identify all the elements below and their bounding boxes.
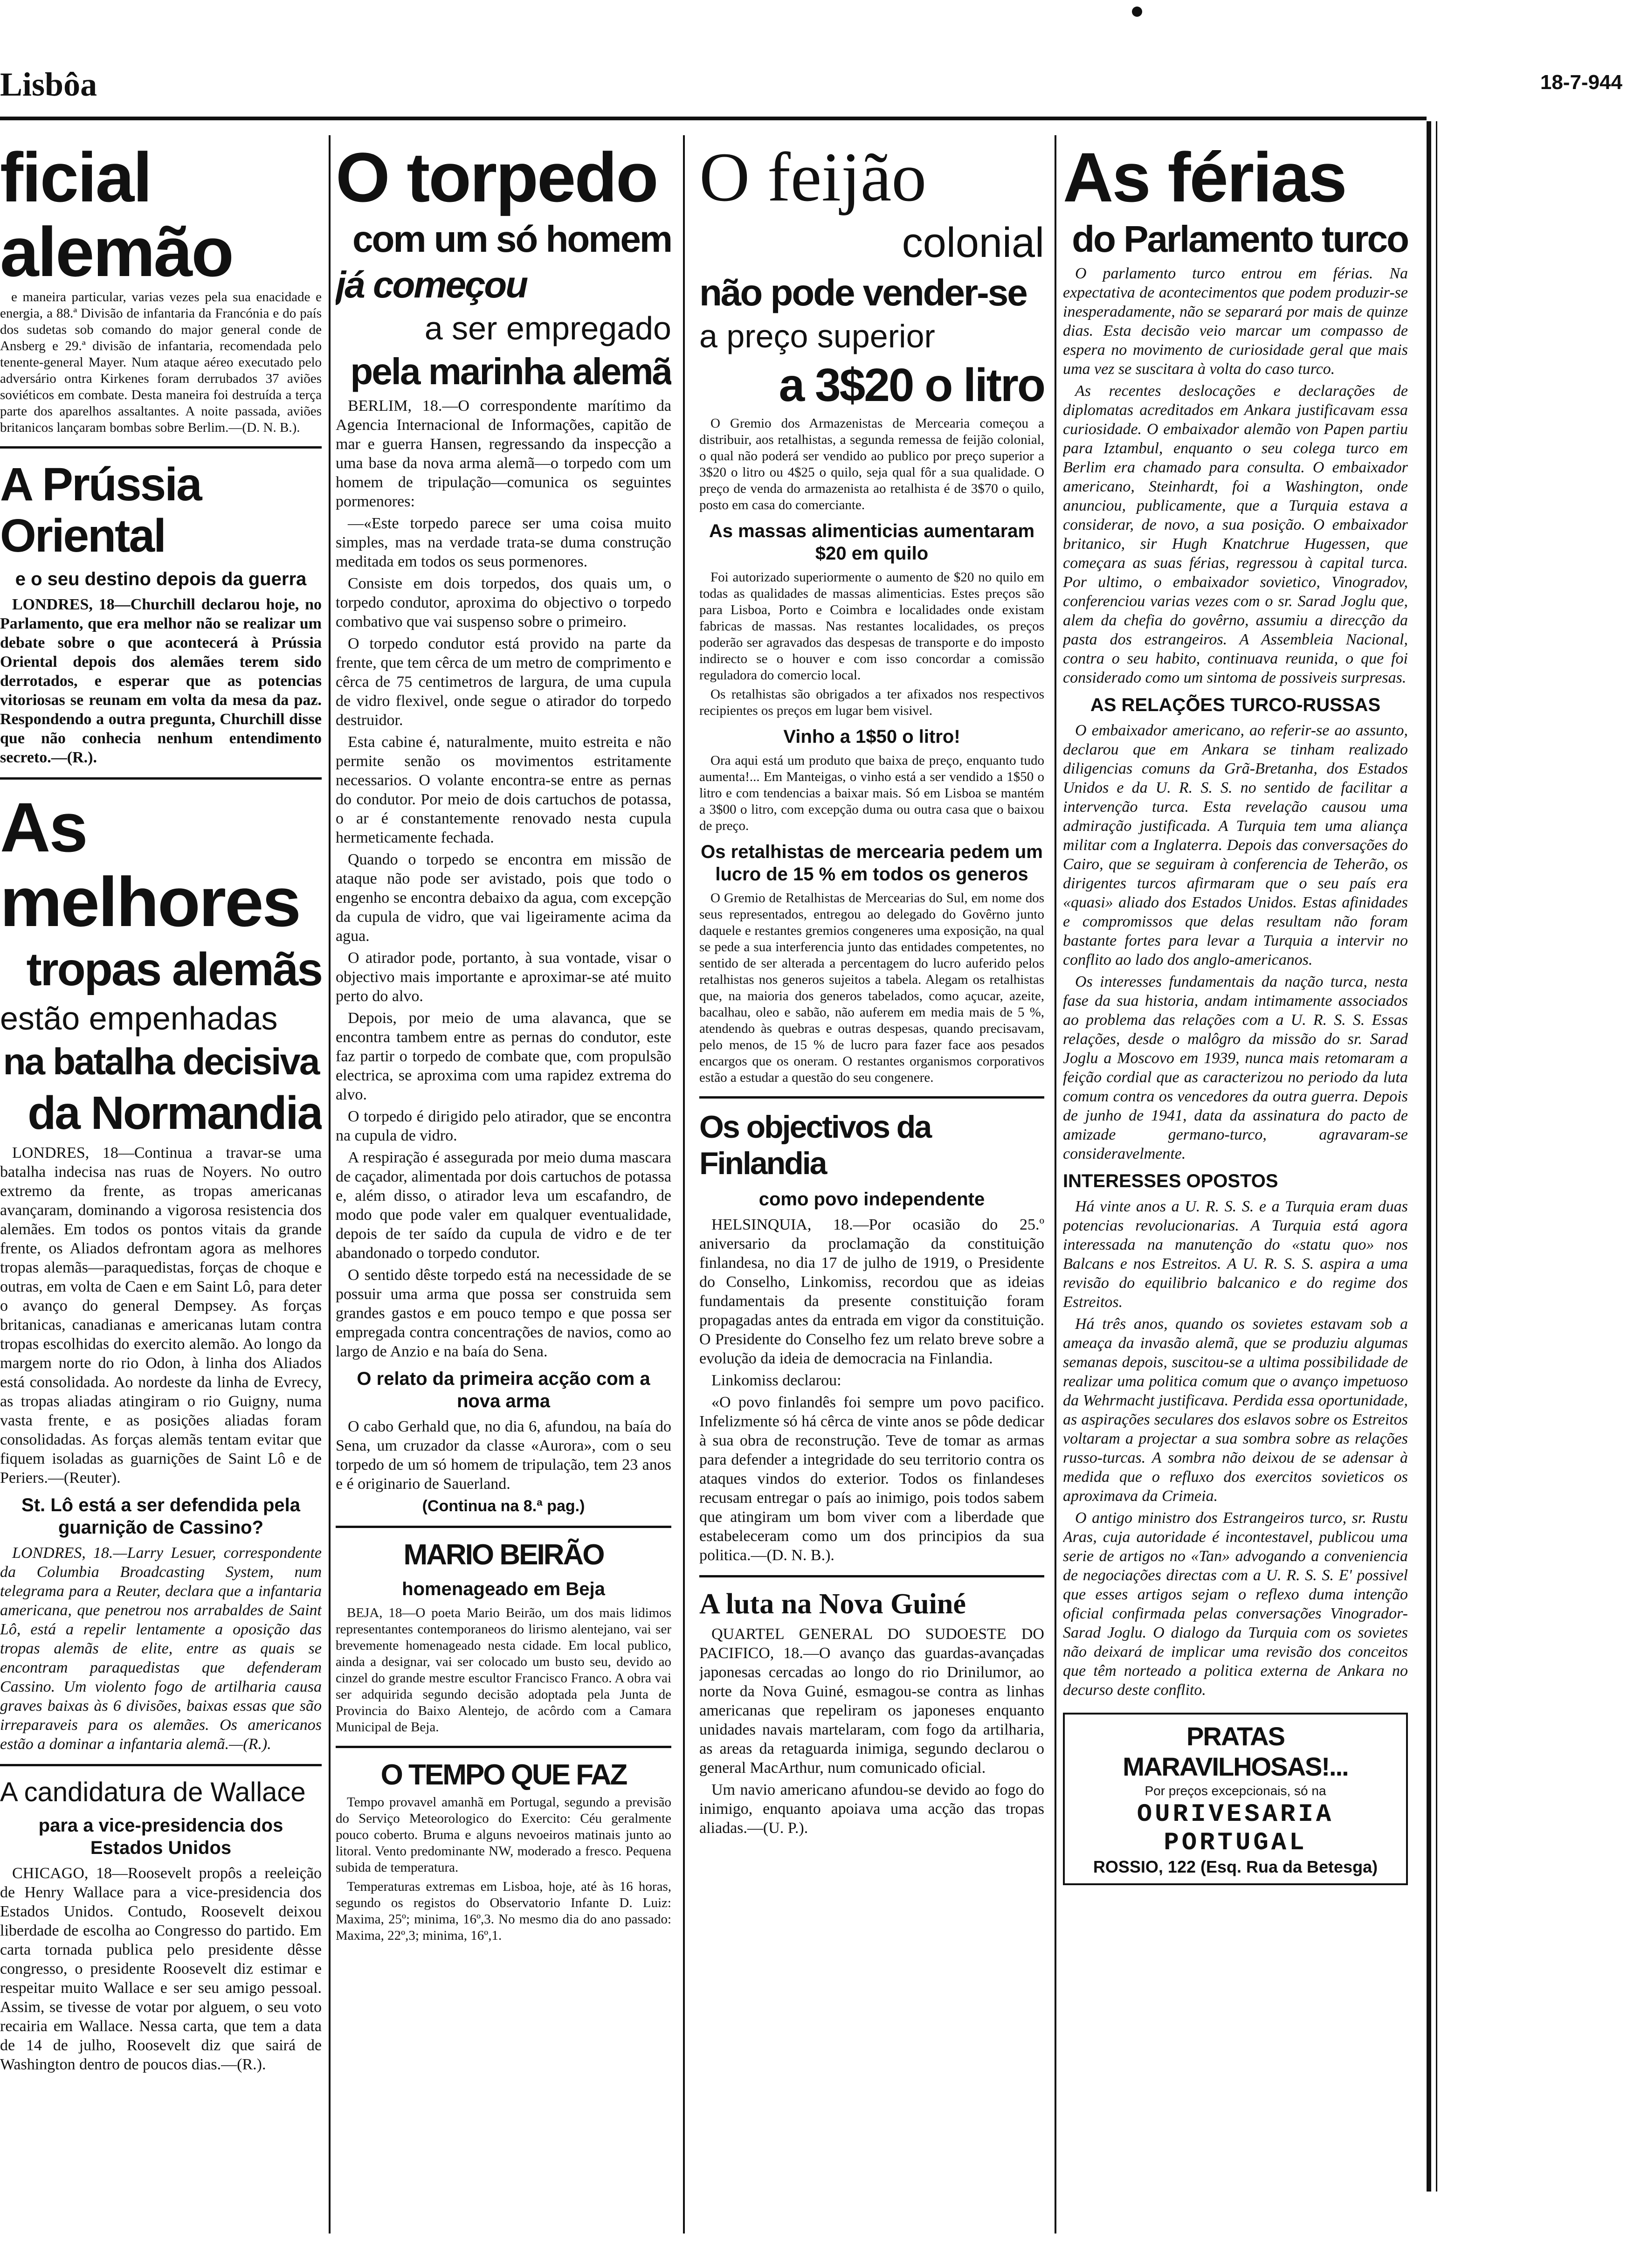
headline-objectivos-finlandia: Os objectivos da Finlandia — [699, 1109, 931, 1181]
weather-text: Temperaturas extremas em Lisboa, hoje, até às 16 horas, segundo os registos do Observatorio Infante D. Luiz: Maxima, 25º; minima, 16º,3. No mesmo dia do ano passado: Maxima, 22º,3; minima, 16º,1. — [336, 1879, 671, 1943]
article-text: O parlamento turco entrou em férias. Na expectativa de acontecimentos que podem produzir-se inesperadamente, não se separará por mais de quinze dias. Esta decisão veio marcar um compasso de espera no movimento de curiosidade geral que mais uma vez se suscitara à volta do caso turco. — [1063, 265, 1408, 378]
subheadline: para a vice-presidencia dos Estados Unidos — [38, 1815, 283, 1858]
headline-mario-beirao: MARIO BEIRÃO — [403, 1539, 604, 1571]
column-divider — [329, 135, 331, 2233]
top-rule — [0, 117, 1427, 120]
column-3 — [699, 140, 1044, 2229]
column-divider — [1055, 135, 1056, 2233]
headline-tropas-alemas: tropas alemãs — [26, 943, 322, 996]
headline-as-ferias: As férias — [1063, 140, 1346, 216]
article-text: Há vinte anos a U. R. S. S. e a Turquia eram duas potencias revolucionarias. A Turquia está agora interessada na manutenção do «statu quo» nos Balcans e nos Estreitos. A U. R. S. S. aspira a uma revisão do equilibrio balcanico e do regime dos Estreitos. — [1063, 1198, 1408, 1311]
headline-ja-comecou: já começou — [336, 264, 527, 305]
article-text: Um navio americano afundou-se devido ao fogo do inimigo, enquanto apoiava uma acção das tropas aliadas.—(U. P.). — [699, 1781, 1044, 1837]
article-text: Ora aqui está um produto que baixa de preço, enquanto tudo aumenta!... Em Manteigas, o vinho está a ser vendido a 1$50 o litro e com tendencias a baixar mais. Só em Lisboa se mantém a 3$00 o litro, com excepção duma ou outra casa que o baixou de preço. — [699, 753, 1044, 833]
article-text: HELSINQUIA, 18.—Por ocasião do 25.º aniversario da proclamação da constituição finlandesa, no dia 17 de julho de 1919, o Presidente do Conselho, Linkomiss, recordou que as ideias fundamentais da presente constituição foram propagadas antes da entrada em vigor da constituição. O Presidente do Conselho fez um relato breve sobre a evolução da ideia de democracia na Finlandia. — [699, 1216, 1044, 1367]
article-text: QUARTEL GENERAL DO SUDOESTE DO PACIFICO, 18.—O avanço das guardas-avançadas japonesas cercadas ao longo do rio Drinilumor, ao norte da Nova Guiné, esmagou-se contra as linhas americanas que repeliram os japoneses enquanto unidades navais martelaram, com fogo da artilharia, as areas da retaguarda inimiga, segundo declarou o general MacArthur, num comunicado oficial. — [699, 1625, 1044, 1777]
subheadline: O relato da primeira acção com a nova arma — [357, 1369, 650, 1411]
headline-oficial-alemao: ficial alemão — [0, 140, 233, 291]
divider — [336, 1526, 671, 1528]
article-text: Foi autorizado superiormente o aumento de $20 no quilo em todas as qualidades de massas alimenticias. Estes preços são para Lisboa, Porto e Coimbra e localidades onde existam fabricas de massas. Nas restantes localidades, os preços poderão ser agravados das despesas de transporte e do imposto indirecto se o houver e com isso concordar a comissão reguladora do comercio local. — [699, 570, 1044, 683]
subheadline: St. Lô está a ser defendida pela guarnição de Cassino? — [21, 1495, 300, 1538]
headline-com-um-so-homem: com um só homem — [352, 218, 671, 260]
article-text: As recentes deslocações e declarações de diplomatas acreditados em Ankara justificavam essa curiosidade. O embaixador alemão von Papen partiu para Iztambul, enquanto o seu colega turco em Berlim era chamado para consulta. O embaixador americano, Steinhardt, foi a Washington, onde anunciou, publicamente, que a Turquia estava a considerar, de novo, a sua posição. O embaixador britanico, sir Hugh Knatchrue Hugessen, que começara as suas férias, regressou à capital turca. Por ultimo, o embaixador sovietico, Vinogradov, conferenciou varias vezes com o sr. Sarad Joglu que, alem da chefia do govêrno, assumiu a direcção da pasta dos estrangeiros. A Assembleia Nacional, contra o seu habito, continuava reunida, o que foi considerado como um sintoma de possiveis surpresas. — [1063, 382, 1408, 686]
headline-da-normandia: da Normandia — [28, 1087, 322, 1139]
column-2 — [336, 140, 671, 2229]
article-text: Há três anos, quando os sovietes estavam sob a ameaça da invasão alemã, que se produziu algumas semanas depois, suscitou-se a ultima possibilidade de realizar uma politica comum que o avanço impetuoso da Wehrmacht justificava. Perdida essa oportunidade, as aspirações seculares dos eslavos sobre os Estreitos voltaram a projectar a sua sombra sobre as relações russo-turcas. A sombra não deixou de se adensar à medida que o refluxo dos exercitos sovieticos os aproximava da Crimeia. — [1063, 1315, 1408, 1505]
article-text: O Gremio de Retalhistas de Mercearias do Sul, em nome dos seus representados, entregou ao delegado do Govêrno junto daquele e restantes gremios congeneres uma exposição, na qual se pede a sua interferencia junto das entidades competentes, no sentido de ser alterada a percentagem do lucro auferido pelos retalhistas nos generos sujeitos a tabela. Alegam os retalhistas que, na maioria dos generos tabelados, como açucar, azeite, bacalhau, oleo e sabão, não auferem em media mais de 5 %, atendendo às quebras e outras despesas, quando precisavam, pelo menos, de 15 % de lucro para fazer face aos pesados encargos que os oneram. O restantes organismos corporativos estão a estudar a questão do seu congenere. — [699, 891, 1044, 1085]
headline-tempo-que-faz: O TEMPO QUE FAZ — [380, 1759, 627, 1791]
headline-luta-nova-guine: A luta na Nova Guiné — [699, 1588, 966, 1620]
article-text: O Gremio dos Armazenistas de Mercearia começou a distribuir, aos retalhistas, a segunda remessa de feijão colonial, o qual não poderá ser vendido ao publico por preço superior a 3$20 o litro ou 4$25 o quilo, seja qual fôr a sua qualidade. O preço de venda do armazenista ao retalhista é de 3$70 o quilo, posto em casa do comerciante. — [699, 416, 1044, 512]
article-text: CHICAGO, 18—Roosevelt propôs a reeleição de Henry Wallace para a vice-presidencia dos Estados Unidos. Contudo, Roosevelt deixou liberdade de escolha ao Congresso do partido. Em carta tornada publica pelo presidente dêsse congresso, o presidente Roosevelt diz estimar e respeitar muito Wallace e ser seu amigo pessoal. Assim, se tivesse de votar por alguem, o seu voto recairia em Wallace. Nessa carta, que tem a data de 14 de julho, Roosevelt diz que sairá de Washington dentro de poucos dias.—(R.). — [0, 1865, 322, 2073]
divider — [0, 446, 322, 449]
divider — [0, 777, 322, 780]
side-rule-thin — [1436, 121, 1437, 2192]
print-dot — [1132, 7, 1142, 17]
ad-address: ROSSIO, 122 (Esq. Rua da Betesga) — [1093, 1857, 1378, 1876]
advertisement-box — [1063, 1713, 1408, 1885]
article-text: Consiste em dois torpedos, dos quais um, o torpedo condutor, aproxima do objectivo o torpedo combativo que vai suspenso sobre o primeiro. — [336, 575, 671, 630]
newspaper-title: Lisbôa — [0, 66, 97, 103]
article-text: Os retalhistas são obrigados a ter afixados nos respectivos recipientes os preços em lugar bem visivel. — [699, 687, 1044, 718]
subheadline: Os retalhistas de mercearia pedem um lucro de 15 % em todos os generos — [701, 842, 1043, 885]
divider — [699, 1096, 1044, 1099]
issue-date: 18-7-944 — [1540, 71, 1622, 94]
subheadline: homenageado em Beja — [402, 1579, 605, 1599]
weather-text: Tempo provavel amanhã em Portugal, segundo a previsão do Serviço Meteorologico do Exercito: Céu geralmente pouco coberto. Bruma e alguns nevoeiros matinais junto ao litoral. Vento predominante NW, moderado a fresco. Pequena subida de temperatura. — [336, 1795, 671, 1875]
headline-a-preco-superior: a preço superior — [699, 318, 935, 354]
ad-tagline: Por preços excepcionais, só na — [1145, 1784, 1326, 1798]
article-text: Linkomiss declarou: — [711, 1372, 841, 1389]
article-text: Os interesses fundamentais da nação turca, nesta fase da sua historia, andam intimamente associados ao problema das relações com a U. R. S. S. Essas relações, desde o malôgro da missão do sr. Sarad Joglu a Moscovo em 1939, nunca mais retomaram a feição cordial que as caracterizou no periodo da luta comum contra os vencedores da outra guerra. Depois de junho de 1941, data da assinatura do pacto de amizade germano-turco, agravaram-se consideravelmente. — [1063, 973, 1408, 1162]
column-divider — [683, 135, 685, 2233]
side-rule — [1427, 121, 1431, 2192]
masthead — [0, 56, 1641, 107]
article-text: O antigo ministro dos Estrangeiros turco, sr. Rustu Aras, cuja autoridade é incontestavel, publicou uma serie de artigos no «Tan» advogando a conveniencia de negociações directas com a U. R. S. S. E' possivel que esses artigos sejam o reflexo duma intenção oficial confirmada pelas conversações Vinogrador-Sarad Joglu. O dialogo da Turquia com os sovietes não deixará de implicar uma revisão dos conceitos que têm norteado a politica externa de Ankara no decurso deste conflito. — [1063, 1509, 1408, 1699]
subheadline: INTERESSES OPOSTOS — [1063, 1171, 1278, 1191]
article-text: Quando o torpedo se encontra em missão de ataque não pode ser avistado, pois que todo o engenho se encontra debaixo da agua, com excepção da cupula de vidro, que vai ligeiramente acima da agua. — [336, 851, 671, 945]
divider — [0, 1764, 322, 1766]
article-text: O sentido dêste torpedo está na necessidade de se possuir uma arma que possa ser construida sem grandes gastos e em pouco tempo e que possa ser empregada contra concentrações de navios, como ao largo de Anzio e na baía do Sena. — [336, 1266, 671, 1360]
headline-batalha-decisiva: na batalha decisiva — [3, 1041, 319, 1082]
headline-as-melhores: As melhores — [0, 788, 300, 941]
article-text: A respiração é assegurada por meio duma mascara de caçador, alimentada por dois cartuchos de potassa e, além disso, o atirador leva um escafandro, de modo que pode valer em qualquer eventualidade, depois de ter saído da cupula de vidro e de ter abandonado o torpedo condutor. — [336, 1149, 671, 1262]
article-text: LONDRES, 18—Churchill declarou hoje, no Parlamento, que era melhor não se realizar um debate sobre o que acontecerá à Prússia Oriental depois dos alemães terem sido derrotados, e esperar que as potencias vitoriosas se reunam em volta da mesa da paz. Respondendo a outra pregunta, Churchill disse que não conhecia nenhum entendimento secreto.—(R.). — [0, 596, 322, 766]
divider — [699, 1575, 1044, 1577]
headline-a-ser-empregado: a ser empregado — [424, 310, 671, 346]
divider — [336, 1746, 671, 1748]
subheadline: e o seu destino depois da guerra — [15, 569, 307, 589]
article-text: BEJA, 18—O poeta Mario Beirão, um dos mais lidimos representantes contemporaneos do lirismo alentejano, vai ser brevemente homenageado nesta cidade. Em local publico, ainda a designar, vai ser colocado um busto seu, devido ao cinzel do grande mestre escultor Francisco Franco. A obra vai ser adquirida segundo decisão adoptada pela Junta de Provincia do Baixo Alentejo, de acôrdo com a Camara Municipal de Beja. — [336, 1605, 671, 1735]
headline-o-feijao: O feijão — [699, 140, 927, 216]
ad-shop-name: OURIVESARIA PORTUGAL — [1137, 1800, 1334, 1857]
headline-o-torpedo: O torpedo — [336, 140, 657, 216]
article-text: Depois, por meio de uma alavanca, que se encontra tambem entre as pernas do condutor, este faz partir o torpedo de combate que, com propulsão electrica, se aproxima com uma rapidez extrema do alvo. — [336, 1010, 671, 1103]
subheadline: AS RELAÇÕES TURCO-RUSSAS — [1090, 695, 1381, 715]
headline-colonial: colonial — [902, 220, 1044, 266]
article-text: O cabo Gerhald que, no dia 6, afundou, na baía do Sena, um cruzador da classe «Aurora», com o seu torpedo de um só homem de tripulação, tem 23 anos e é originario de Sauerland. — [336, 1418, 671, 1493]
headline-estao-empenhadas: estão empenhadas — [0, 1000, 278, 1037]
headline-nao-pode-vender-se: não pode vender-se — [699, 272, 1027, 313]
article-text: —«Este torpedo parece ser uma coisa muito simples, mas na verdade trata-se duma construção meditada em todos os seus pormenores. — [336, 515, 671, 570]
headline-prussia-oriental: A Prússia Oriental — [0, 458, 201, 562]
article-text: «O povo finlandês foi sempre um povo pacifico. Infelizmente só há cêrca de vinte anos se pôde dedicar à sua obra de reconstrução. Teve de tomar as armas para defender a integridade do seu territorio contra os ataques vindos do exterior. Todos os finlandeses recusam entregar o país ao inimigo, pois todos sabem que atingiram um bom viver com a liberdade que estabeleceram como um dos principios da sua politica.—(D. N. B.). — [699, 1394, 1044, 1564]
subheadline: As massas alimenticias aumentaram $20 em quilo — [709, 521, 1035, 564]
subheadline: como povo independente — [758, 1189, 985, 1210]
ad-headline: PRATAS MARAVILHOSAS!... — [1123, 1722, 1348, 1781]
article-text: O torpedo é dirigido pelo atirador, que se encontra na cupula de vidro. — [336, 1108, 671, 1144]
headline-marinha-alema: pela marinha alemã — [350, 351, 671, 392]
headline-candidatura-wallace: A candidatura de Wallace — [0, 1777, 306, 1807]
article-text: O atirador pode, portanto, à sua vontade, visar o objectivo mais importante e aproximar-se até muito perto do alvo. — [336, 949, 671, 1005]
article-text: O torpedo condutor está provido na parte da frente, que tem cêrca de um metro de comprimento e cêrca de 75 centimetros de largura, de uma cupula de vidro flexivel, onde segue o atirador do torpedo destruidor. — [336, 635, 671, 729]
continuation-note: (Continua na 8.ª pag.) — [422, 1497, 585, 1515]
headline-a-3-20-o-litro: a 3$20 o litro — [779, 359, 1044, 411]
article-text: Esta cabine é, naturalmente, muito estreita e não permite senão os movimentos estritamente necessarios. O volante encontra-se entre as pernas do condutor. Por meio de dois cartuchos de potassa, o ar é constantemente renovado nesta cupula hermeticamente fechada. — [336, 733, 671, 846]
article-text: LONDRES, 18—Continua a travar-se uma batalha indecisa nas ruas de Noyers. No outro extremo da frente, as tropas americanas avançaram, dominando a vigorosa resistencia dos alemães. Em todos os pontos vitais da grande frente, os Aliados defrontam agora as melhores tropas alemãs—paraquedistas, forças de choque e outras, em volta de Caen e em Saint Lô, para deter o avanço do general Dempsey. As forças britanicas, canadianas e americanas lutam contra tropas escolhidas do exercito alemão. Ao longo da margem norte do rio Odon, à linha dos Aliados está consolidada. Ao nordeste da linha de Evrecy, as tropas aliadas atingiram o rio Guigny, numa vasta frente, e as posições aliadas foram consolidadas. As forças alemãs tentam evitar que fiquem isoladas as guarnições de Saint Lô e de Periers.—(Reuter). — [0, 1144, 322, 1487]
article-text: e maneira particular, varias vezes pela sua enacidade e energia, a 88.ª Divisão de infantaria da Francónia e do país dos sudetas sob comando do major general conde de Ansberg e 29.ª divisão de infantaria, recomendada pelo tenente-general Mayer. Num ataque aéreo executado pelo adversário ontra Kirkenes foram derrubados 37 aviões soviéticos em combate. Desta maneira foi destruída a terça parte dos aparelhos assaltantes. A noite passada, aviões britanicos lançaram bombas sobre Berlim.—(D. N. B.). — [0, 290, 322, 435]
article-text: O embaixador americano, ao referir-se ao assunto, declarou que em Ankara se tinham realizado diligencias comuns da Grã-Bretanha, dos Estados Unidos e da U. R. S. S. no sentido de facilitar a intervenção turca. Esta revelação causou uma admiração justificada. A Turquia tem uma aliança militar com a Inglaterra. Depois das conversações do Cairo, que se seguiram à conferencia de Teherão, os dirigentes turcos afirmaram que o seu país era «quasi» aliado dos Estados Unidos. Estas afinidades e compromissos que delas resultam não foram bastante fortes para levar a Turquia a intervir no conflito ao lado dos anglo-americanos. — [1063, 722, 1408, 968]
column-4 — [1063, 140, 1408, 2229]
article-text: LONDRES, 18.—Larry Lesuer, correspondente da Columbia Broadcasting System, num telegrama para a Reuter, declara que a infantaria americana, que penetrou nos arrabaldes de Saint Lô, está a repelir lentamente a oposição das tropas alemãs de elite, entre as quais se encontram paraquedistas que defenderam Cassino. Um violento fogo de artilharia causa graves baixas às 6 divisões, baixas essas que são irreparaveis para os alemães. Os americanos estão a dominar a infantaria alemã.—(R.). — [0, 1544, 322, 1753]
headline-parlamento-turco: do Parlamento turco — [1072, 218, 1408, 260]
column-1 — [0, 140, 322, 2229]
subheadline: Vinho a 1$50 o litro! — [783, 726, 960, 747]
article-text: BERLIM, 18.—O correspondente marítimo da Agencia Internacional de Informações, capitão de mar e guerra Hansen, regressando da inspecção a uma base da nova arma alemã—o torpedo com um homem de tripulação—comunica os seguintes pormenores: — [336, 397, 671, 510]
